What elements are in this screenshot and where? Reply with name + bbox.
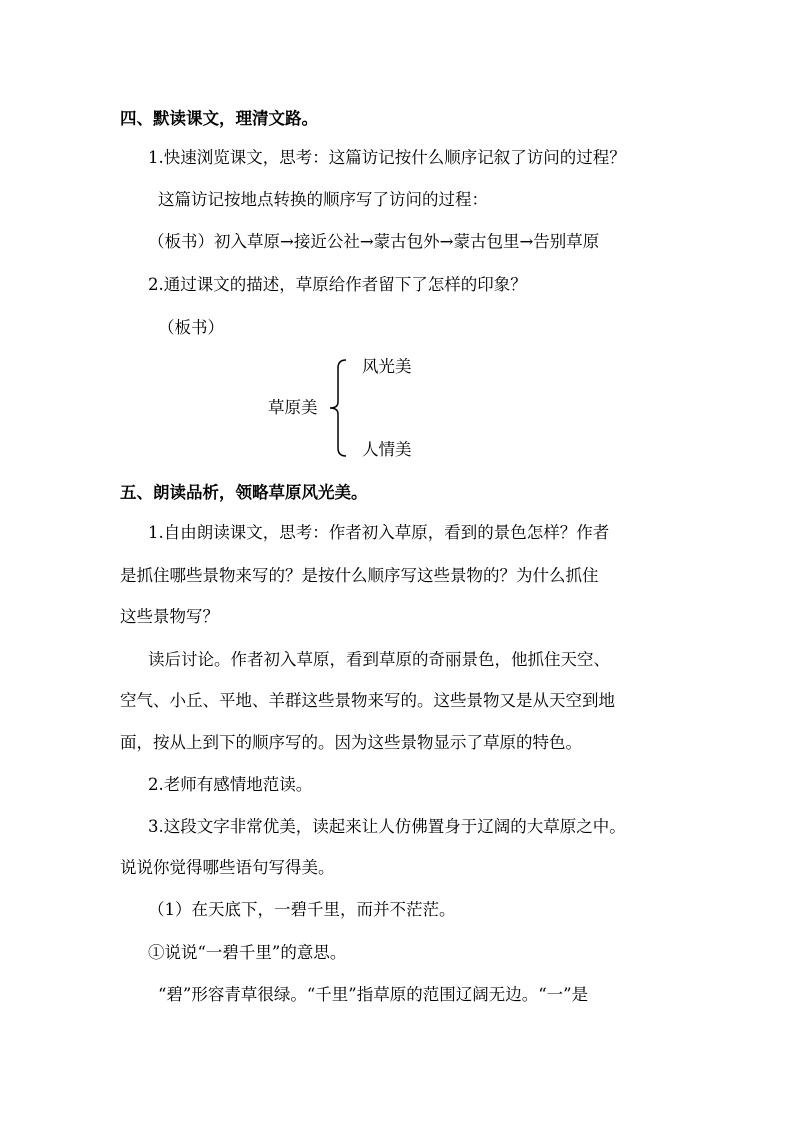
section4-board-sequence: （板书）初入草原→接近公社→蒙古包外→蒙古包里→告别草原 [148, 232, 600, 251]
diagram-branch-top: 风光美 [362, 357, 412, 376]
section5-p3: 2.老师有感情地范读。 [148, 775, 313, 794]
section5-p7: “碧”形容青草很绿。“千里”指草原的范围辽阔无边。“一”是 [158, 985, 589, 1004]
section4-board-label: （板书） [158, 318, 224, 337]
section5-p6: ①说说“一碧千里”的意思。 [148, 943, 347, 962]
diagram-brace [328, 358, 348, 458]
section5-p4-line1: 3.这段文字非常优美，读起来让人仿佛置身于辽阔的大草原之中。 [148, 817, 626, 836]
diagram-root-label: 草原美 [268, 398, 318, 417]
section5-heading: 五、朗读品析，领略草原风光美。 [120, 483, 368, 502]
section5-p1-line2: 是抓住哪些景物来写的？是按什么顺序写这些景物的？为什么抓住 [120, 566, 599, 585]
section5-p2-line1: 读后讨论。作者初入草原，看到草原的奇丽景色，他抓住天空、 [148, 650, 610, 669]
section5-p2-line3: 面，按从上到下的顺序写的。因为这些景物显示了草原的特色。 [120, 733, 582, 752]
section5-p5: （1）在天底下，一碧千里，而并不茫茫。 [148, 900, 456, 919]
section5-p1-line3: 这些景物写？ [120, 607, 219, 626]
section4-question-1: 1.快速浏览课文，思考：这篇访记按什么顺序记叙了访问的过程？ [148, 148, 626, 167]
section5-p4-line2: 说说你觉得哪些语句写得美。 [120, 858, 335, 877]
section5-p1-line1: 1.自由朗读课文，思考：作者初入草原，看到的景色怎样？作者 [148, 523, 610, 542]
section4-heading: 四、默读课文，理清文路。 [120, 109, 318, 128]
section5-p2-line2: 空气、小丘、平地、羊群这些景物来写的。这些景物又是从天空到地 [120, 691, 615, 710]
section4-answer-1: 这篇访记按地点转换的顺序写了访问的过程： [158, 190, 488, 209]
diagram-branch-bottom: 人情美 [362, 440, 412, 459]
section4-question-2: 2.通过课文的描述，草原给作者留下了怎样的印象？ [148, 275, 527, 294]
